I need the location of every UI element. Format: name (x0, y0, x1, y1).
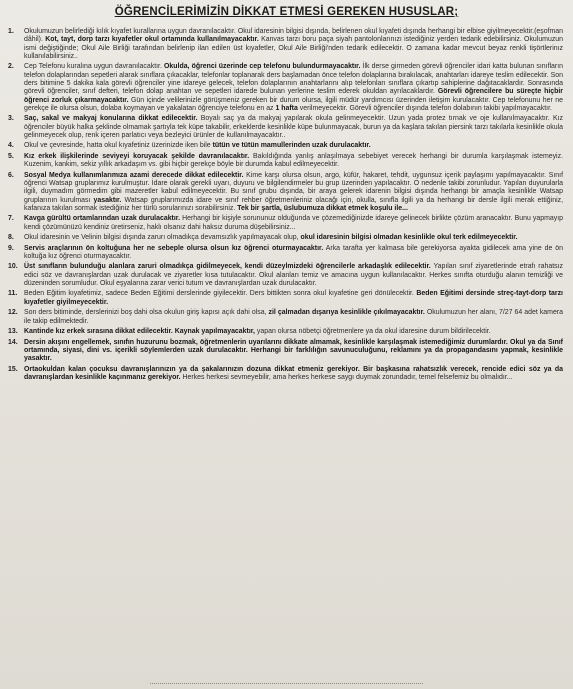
rule-item (8, 245, 563, 262)
rule-number: 2. (8, 63, 14, 71)
rule-text-segment: Okul idaresinin ve Velinin bilgisi dışında zarurı olmadıkça devamsızlık yapılmayacak olup, (24, 234, 301, 242)
rule-item (8, 234, 563, 242)
rule-number: 12. (8, 309, 18, 317)
rule-text-bold: Dersin akışını engellemek, sınıfın huzurunu bozmak, öğretmenlerin uyarılarını dikkate almamak, kesinlikle karşılaşmak istemediğimiz durumlardır. Okul ya da Sınıf ortamında, siyasi, dini vs. içerikli söylemlerden uzak durulacaktır. Herhangi bir farklılığın savunuculuğunu, reklamını ya da propagandasını yapmak, kesinlikle yasaktır. (24, 338, 563, 363)
rule-text-segment: Okul ve çevresinde, hatta okul kıyafetiniz üzerinizde iken bile (24, 142, 213, 150)
rule-text-bold: Kavga gürültü ortamlarından uzak durulacaktır. (24, 215, 181, 223)
rule-text-segment: Kanvas tarzı boru paça siyah pantolonlarınızı istediğiniz yerden tedarik edebilirsiniz. Okulumuzun ismi değiştiğinde; Okul Aile Birliği tarafından belirlenip ilan edilen üst kıyafetler, Okul Aile Birliği'nden tedarik edilecektir. O zamana kadar mevcut beyaz renkli tişörtlerinız kullanılabilirsiniz.. (24, 36, 564, 60)
rule-text-segment: Cep Telefonu kuralına uygun davranılacaktır. (24, 63, 165, 71)
rule-text (24, 366, 563, 383)
rule-text-bold: Kantinde kız erkek sırasına dikkat edilecektir. Kaynak yapılmayacaktır, (24, 328, 255, 336)
rule-number: 7. (8, 215, 14, 223)
rule-number: 5. (8, 152, 14, 160)
rule-text-segment: verilmeyecektir. Görevli öğrenciler dışında telefon dolabının takibi yapılmayacaktır. (297, 104, 552, 112)
rule-text-segment: yapan olursa nöbetçi öğretmenlere ya da okul idaresine durum bildirilecektir. (255, 328, 491, 336)
rule-text-segment: Okulumuzun her alanı, 7/27 64 adet kamera ile takip edilmektedir. (24, 309, 563, 325)
rule-text (24, 142, 563, 150)
rule-text-bold: Kız erkek ilişkilerinde seviyeyi koruyacak şekilde davranılacaktır. (24, 152, 250, 160)
rule-text-bold: Servis araçlarının ön koltuğuna her ne sebeple olursa olsun kız öğrenci oturmayacaktır. (24, 244, 324, 252)
rule-item (8, 115, 563, 140)
document-title: ÖĞRENCİLERİMİZİN DİKKAT ETMESİ GEREKEN HUSUSLAR; (114, 6, 459, 18)
rule-text-bold: 1 hafta (275, 104, 298, 112)
rule-text (24, 339, 563, 364)
rule-number: 11. (8, 290, 18, 298)
rule-text-bold: Okulda, öğrenci üzerinde cep telefonu bulundurmayacaktır. (164, 63, 361, 71)
rule-number: 3. (8, 115, 14, 123)
rule-text-bold: Görevli öğrencilere bu süreçte hiçbir öğrenci zorluk çıkarmayacaktır. (24, 88, 564, 104)
rule-number: 13. (8, 328, 18, 336)
rule-text-segment: Herhangi bir kişiyle sorununuz olduğunda ve çözemediğinizde idareye gelinecek birlikte çözüm aranacaktır. Bunu yapmayıp kendi çözümünüzü kendiniz üretirseniz, haklı olsanız dahi haksız duruma düşebilirsiniz... (24, 215, 563, 231)
rule-text-segment: Boyalı saç ya da makyaj yapılarak okula gelinmeyecektir. Uzun yada protez tırnak ve oje kullanılmayacaktır. Kız öğrenciler büyük halka şeklinde olmamak şartıyla tek küpe takabilir, erkeklerde kesinlikle küpe bulunmayacak, burun ya da kaşlara takılan piersink tarzı takılarla kesinlikle okula gelinmeyecek olup, renk içeren parlatıcı veya bezleyici ürünler de kullanılmayacaktır.. (24, 115, 563, 139)
rule-text (24, 153, 563, 170)
rule-number: 10. (8, 263, 18, 271)
rule-text (24, 28, 563, 61)
rule-text-segment: Watsap gruplarımızda idare ve sınıf rehber öğretmenleriniz olacağı için, okulla, sınıfla ilgili ya da herhangi bir dersle ilgili merak ettiğiniz, kafanıza takılan sormak istediğiniz her türlü sorularınızı sorabilirsiniz. (24, 196, 564, 212)
rule-number: 15. (8, 365, 18, 373)
rule-text-bold: Kot, tayt, dorp tarzı kıyafetler okul ortamında kullanılmayacaktır. (45, 36, 259, 44)
rule-text-bold: Beden Eğitimi dersinde streç-tayt-dorp tarzı kıyafetler giyilmeyecektir. (24, 290, 563, 306)
rule-number: 4. (8, 142, 14, 150)
rule-item (8, 339, 563, 364)
rule-number: 8. (8, 234, 14, 242)
rule-text (24, 63, 563, 113)
rule-text-segment: Bakıldığında yanlış anlaşılmaya sebebiyet verecek herhangi bir durumla karşılaşmak istemeyiz. Kuzenim, kankim, sekiz yıllık arkadaşım vs. gibi hiçbir gerekçe böyle bir durumda kabul edilmeyecektir. (24, 152, 563, 169)
rule-text (24, 215, 563, 232)
rule-text-segment: Kime karşı olursa olsun, argo, küfür, hakaret, tehdit, uygunsuz içerik paylaşımı yapılmayacaktır. Sınıf öğrenci Watsap gruplarımız kurulmuştur. İdare olarak gerekli uyarı, duyuru ve bilgilendirmeler bu grup üzerinden yapılacaktır. O nedenle takibi zorunludur. Yapılan duyurularla ilgili, duymadım görmedim gibi mazeretler kabul edilmeyecektir. Bu sınıf grubu dışında, bir araya gelerek idarenin bilgisi dışında herhangi bir amaçla kesinlikle Watsap gruplarının kurulması (24, 171, 563, 204)
rules-list (8, 28, 563, 384)
rule-item (8, 215, 563, 232)
rule-item (8, 63, 563, 113)
rule-text (24, 234, 563, 242)
rule-number: 6. (8, 171, 14, 179)
rule-text (24, 263, 563, 288)
rule-text-bold: tütün ve tütün mamullerinden uzak durulacaktır. (212, 142, 371, 150)
rule-item (8, 172, 563, 213)
rule-text-bold: yasaktır. (93, 196, 122, 204)
rule-text-bold: okul idaresinin bilgisi olmadan kesinlikle okul terk edilmeyecektir. (300, 234, 518, 242)
rule-item (8, 366, 563, 383)
rule-text (24, 290, 563, 307)
rule-text-segment: Gün içinde velilerinizle görüşmeniz gereken bir durum olursa, ilgili müdür yardımcısı üzerinden iletişim kurulacaktır. Cep telefonunu her ne gerekçe ile olursa olsun, dolaba koymayan ve yakalatan öğrenciye telefonu en az (24, 96, 564, 112)
rule-text-segment: Son ders bitiminde, derslerinizi boş dahi olsa okulun giriş kapısı açık dahi olsa, (24, 309, 269, 317)
rule-text-segment: Yapılan sınıf ziyaretlerinde etrafı rahatsız edici söz ve davranışlardan uzak durulacak ve ziyaretler kısa tutulacaktır. Okul alanları temiz ve amacına uygun kullanılacaktır. Herkes sınıfta oturduğu alanın temizliği ve düzeninden sorumludur. Okul eşyalarına zarar verici tutum ve davranışlardan uzak durulacaktır. (24, 263, 563, 287)
rule-number: 9. (8, 244, 14, 252)
rule-item (8, 290, 563, 307)
rule-text-segment: Herkes herkesi sevmeyebilir, ama herkes herkese saygı duymak zorundadır, temel felsefemiz bu olmalıdır... (180, 373, 513, 381)
rule-text-bold: Tek bir şartla, üslubumuza dikkat etmek koşulu ile... (237, 204, 408, 212)
rule-item (8, 142, 563, 150)
rule-text (24, 115, 563, 140)
page-bottom-divider (150, 683, 423, 687)
rule-text (24, 309, 563, 326)
rule-text-bold: Sosyal Medya kullanımlarımıza azami derecede dikkat edilecektir. (24, 171, 244, 179)
rule-text (24, 328, 563, 336)
rule-text (24, 245, 563, 262)
rule-text (24, 172, 563, 213)
rule-text-bold: Üst sınıfların bulunduğu alanlara zaruri olmadıkça gidilmeyecek, kendi düzeylmizdeki öğrencilerle arkadaşlık edilecektir. (24, 263, 431, 271)
rule-item (8, 28, 563, 61)
rule-text-segment: Beden Eğitim kıyafetimiz, sadece Beden Eğitimi derslerinde giyilecektir. Ders bittikten sonra okul kıyafetine geri dönülecektir. (24, 290, 417, 298)
rule-text-segment: Arka tarafta yer kalmasa bile gerekiyorsa ayakta gidilecek ama yine de ön koltuğa kız öğrenci oturmayacaktır. (24, 244, 563, 260)
rule-text-bold: zil çalmadan dışarıya kesinlikle çıkılmayacaktır. (268, 309, 425, 317)
rule-number: 1. (8, 28, 14, 35)
rule-text-segment: İlk derse girmeden görevli öğrenciler idari katta bulunan sınıfların telefon dolaplarından sepetleri alarak sınıflara çıkacaklar, telefonlar toplanarak ders başlamadan önce telefon dolaplarına bırakılacak, anahtarları idareye teslim edilecektir. Son ders bitimine 5 dakika kala görevli öğrenciler yine idareye gelecek, telefon dolaplarının anahtarlarını alıp telefonları sınıflara çıkartıp sahiplerine dağıtacaklardır. Sonrasında görevli öğrenciler, sınıf defteri, telefon dolap anahtarı ve sepetleri idarede bulunan yerlerine teslim ederek okuldan ayrılacaklardır. (24, 63, 564, 96)
rule-item (8, 153, 563, 170)
rule-item (8, 309, 563, 326)
rule-text-bold: Saç, sakal ve makyaj konularına dikkat edilecektir. (24, 115, 198, 123)
rule-item (8, 328, 563, 336)
rule-item (8, 263, 563, 288)
rule-number: 14. (8, 338, 18, 346)
rule-text-segment: Okulumuzun belirlediği kılık kıyafet kurallarına uygun davranılacaktır. Okul idaresinin bilgisi dışında, belirlenen okul kıyafeti dışında herhangi bir elbise giyilmeyecektir.(eşofman dâhil). (24, 28, 563, 44)
rule-text-bold: Ortaokuldan kalan çocuksu davranışlarınızın ya da şakalarınızın dozuna dikkat etmeniz gerekiyor. Bir başkasına rahatsızlık verecek, rencide edici söz ya da davranışlardan kesinlikle kaçınmanız gerekiyor. (24, 365, 563, 381)
